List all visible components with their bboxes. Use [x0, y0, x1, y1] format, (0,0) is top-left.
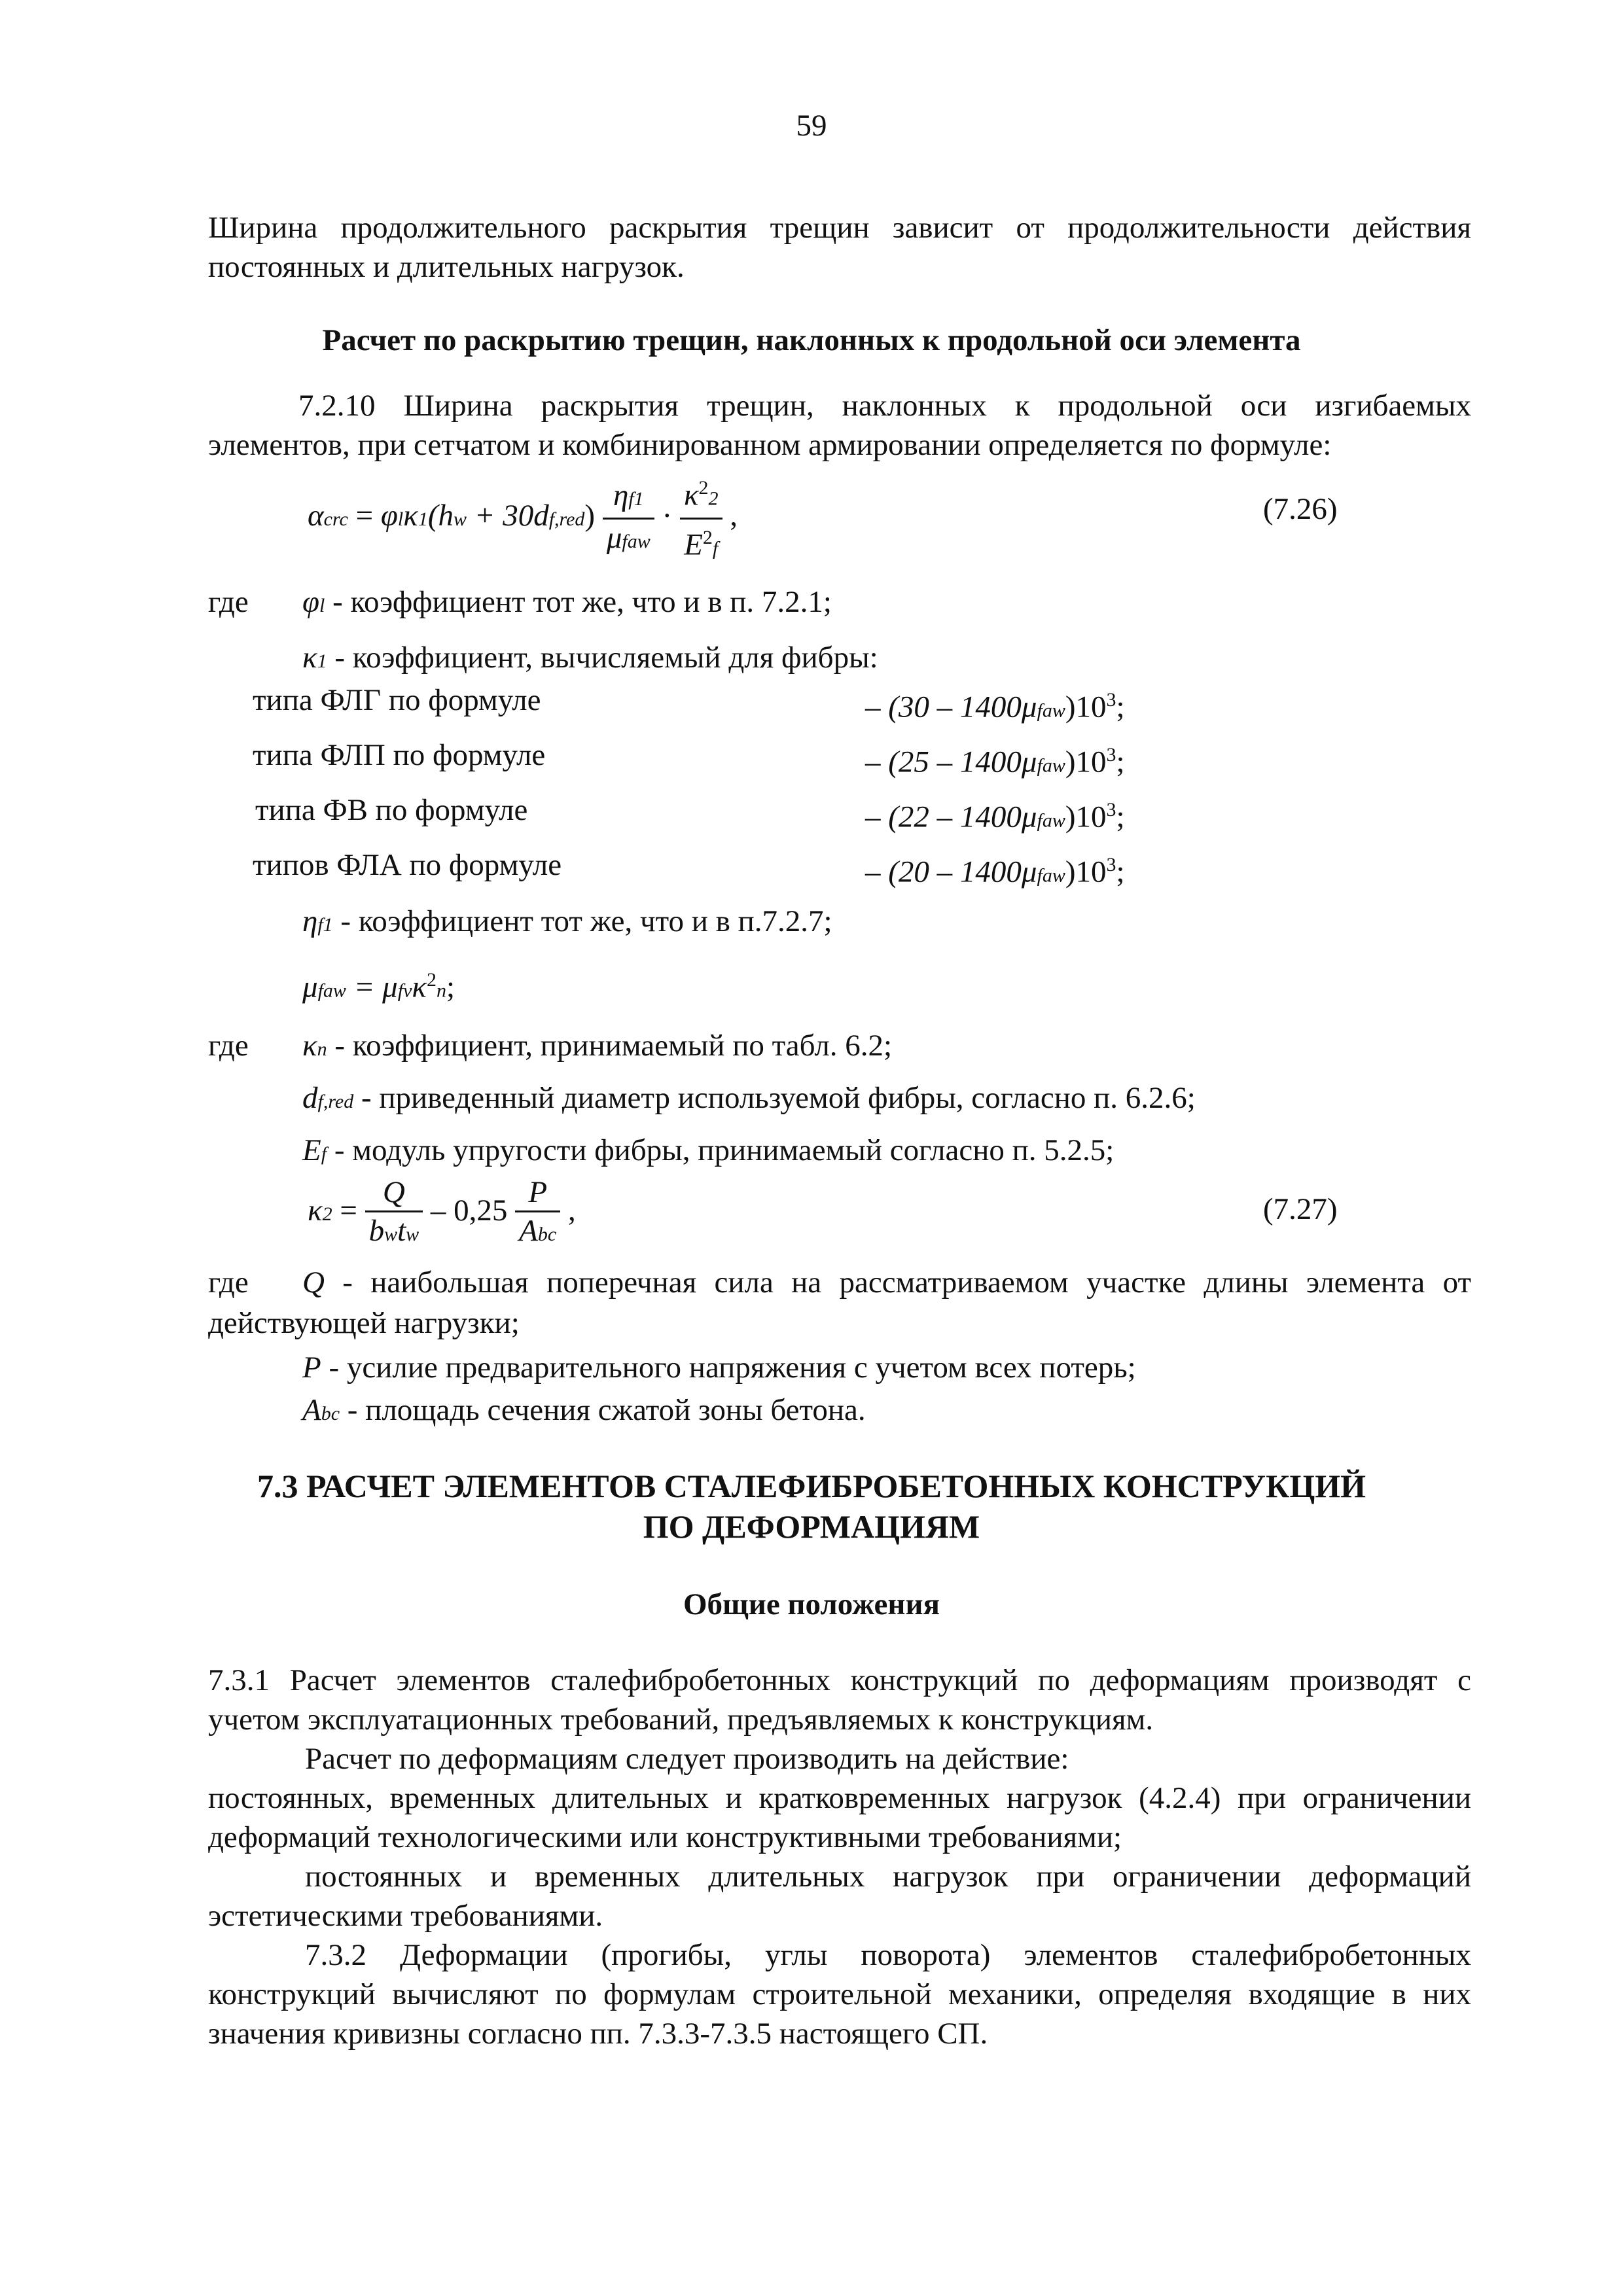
fraction-kappa-e: $\frac{\kappa^22}{E^2f}$	[680, 470, 722, 567]
fiber-formula-fv: – $(22 - 1400\mu faw)10^3$;	[865, 799, 1125, 834]
fraction-q-bt: $\frac{Q}{\text{bwtw}}$	[365, 1174, 423, 1253]
fraction-eta-mu: $\frac{\eta f1}{\text{μfaw}}$	[603, 477, 654, 560]
p731-line-6: постоянных и временных длительных нагрузок при ограничении деформаций	[305, 1860, 1471, 1894]
intro-line-2: постоянных и длительных нагрузок.	[208, 250, 685, 284]
where-label-3: где	[208, 1265, 249, 1299]
fiber-formula-fla: – $(20 - 1400\mu faw)10^3$;	[865, 854, 1125, 889]
formula-number-7-26: (7.26)	[1263, 492, 1338, 526]
fiber-label-fv: типа ФВ по формуле	[255, 793, 528, 827]
p7210-line-2: элементов, при сетчатом и комбинированном армировании определяется по формуле:	[208, 428, 1332, 462]
eta-definition: ηf1 - коэффициент тот же, что и в п.7.2.7;	[302, 904, 832, 938]
intro-line-1: Ширина продолжительного раскрытия трещин зависит от продолжительности действия	[208, 211, 1471, 245]
fiber-label-flp: типа ФЛП по формуле	[253, 738, 546, 772]
fiber-label-fla: типов ФЛА по формуле	[253, 848, 562, 882]
phi-definition: φl - коэффициент тот же, что и в п. 7.2.1;	[302, 585, 832, 619]
subheading: Общие положения	[683, 1587, 940, 1621]
p732-line-2: конструкций вычисляют по формулам строительной механики, определяя входящие в них	[208, 1977, 1471, 2011]
abc-definition: Abc - площадь сечения сжатой зоны бетона.	[302, 1393, 866, 1427]
page-number: 59	[796, 109, 827, 143]
p7210-line-1: 7.2.10 Ширина раскрытия трещин, наклонных к продольной оси изгибаемых	[298, 389, 1471, 423]
where-label-1: где	[208, 585, 249, 619]
p732-line-3: значения кривизны согласно пп. 7.3.3-7.3.5 настоящего СП.	[208, 2017, 988, 2051]
p731-line-1: 7.3.1 Расчет элементов сталефибробетонных конструкций по деформациям производят с	[208, 1663, 1471, 1697]
chapter-heading-line-1: 7.3 РАСЧЕТ ЭЛЕМЕНТОВ СТАЛЕФИБРОБЕТОННЫХ КОНСТРУКЦИЙ	[257, 1468, 1366, 1504]
chapter-heading-line-2: ПО ДЕФОРМАЦИЯМ	[643, 1508, 980, 1545]
fraction-p-abc: $\frac{P}{\text{Abc}}$	[515, 1174, 560, 1253]
kappa1-definition: κ1 - коэффициент, вычисляемый для фибры:	[302, 641, 878, 675]
ef-definition: Ef - модуль упругости фибры, принимаемый согласно п. 5.2.5;	[302, 1133, 1115, 1167]
q-definition-line-2: действующей нагрузки;	[208, 1306, 520, 1340]
p732-line-1: 7.3.2 Деформации (прогибы, углы поворота) элементов сталефибробетонных	[305, 1938, 1471, 1972]
p731-line-2: учетом эксплуатационных требований, предъявляемых к конструкциям.	[208, 1703, 1154, 1737]
kappa-n-definition: κn - коэффициент, принимаемый по табл. 6.2;	[302, 1029, 893, 1063]
formula-7-26: αcrc = φlκ1(hw + 30df,red) $\frac{\eta f1}{\text{μfaw}}$ · $\frac{\kappa^22}{E^2f}$ ,	[308, 470, 738, 567]
p731-line-5: деформаций технологическими или конструктивными требованиями;	[208, 1820, 1122, 1854]
p731-line-3: Расчет по деформациям следует производить на действие:	[305, 1742, 1069, 1776]
fiber-formula-flp: – $(25 - 1400\mu faw)10^3$;	[865, 744, 1125, 779]
p731-line-7: эстетическими требованиями.	[208, 1899, 603, 1933]
formula-7-27: κ2 = $\frac{Q}{\text{bwtw}}$ – 0,25 $\frac{P}{\text{Abc}}$ ,	[308, 1171, 576, 1254]
d-fred-definition: df,red - приведенный диаметр используемой фибры, согласно п. 6.2.6;	[302, 1081, 1196, 1115]
formula-number-7-27: (7.27)	[1263, 1192, 1338, 1226]
section-heading: Расчет по раскрытию трещин, наклонных к продольной оси элемента	[322, 323, 1301, 357]
where-label-2: где	[208, 1029, 249, 1063]
q-definition-line-1: Q - наибольшая поперечная сила на рассматриваемом участке длины элемента от	[302, 1265, 1471, 1299]
p731-line-4: постоянных, временных длительных и кратковременных нагрузок (4.2.4) при ограничении	[208, 1781, 1471, 1815]
p-definition: P - усилие предварительного напряжения с учетом всех потерь;	[302, 1351, 1136, 1385]
fiber-label-flg: типа ФЛГ по формуле	[253, 683, 541, 717]
mu-formula: μfaw = μfvκ$^2$n;	[302, 969, 455, 1004]
fiber-formula-flg: – $(30 - 1400\mu faw)10^3$;	[865, 689, 1125, 724]
